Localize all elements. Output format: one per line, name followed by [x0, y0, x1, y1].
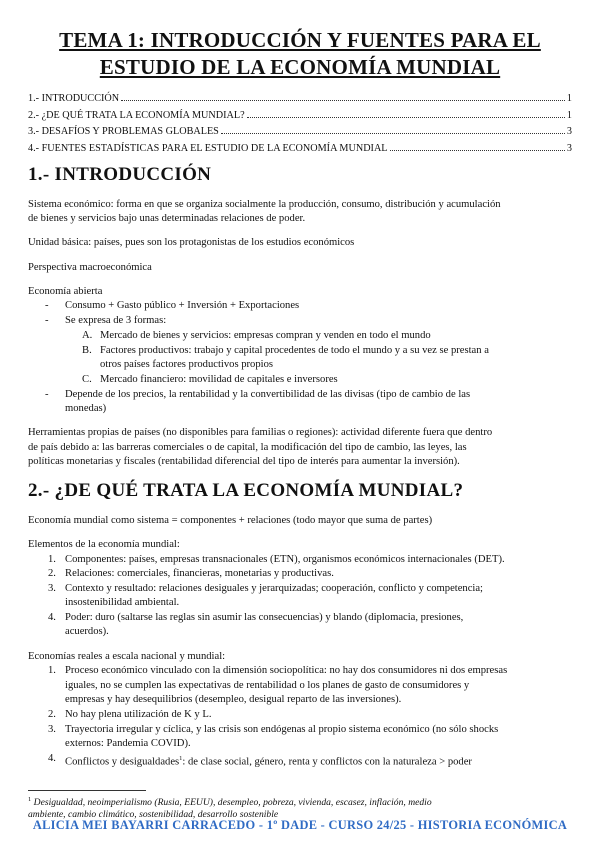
- list-marker: 3.: [48, 583, 56, 594]
- footnote-divider: [28, 790, 146, 791]
- title-line-2: ESTUDIO DE LA ECONOMÍA MUNDIAL: [99, 55, 501, 79]
- list-marker: 2.: [48, 568, 56, 579]
- paragraph: Economía abierta: [28, 286, 103, 297]
- toc-leader: [121, 99, 565, 101]
- list-item-text: Conflictos y desigualdades: [65, 756, 180, 768]
- list-item: acuerdos).: [65, 626, 109, 637]
- toc-leader: [221, 132, 565, 134]
- paragraph: Unidad básica: países, pues son los protagonistas de los estudios económicos: [28, 237, 355, 248]
- list-item: Mercado financiero: movilidad de capitales e inversores: [100, 374, 338, 385]
- bullet-dash: -: [45, 315, 49, 326]
- footnote-line: ambiente, cambio climático, sostenibilidad, desarrollo sostenible: [28, 809, 279, 821]
- list-marker: 1.: [48, 665, 56, 676]
- title-line-1: TEMA 1: INTRODUCCIÓN Y FUENTES PARA EL: [59, 28, 541, 52]
- list-item: empresas y hay desequilibrios (desempleo, desigual reparto de las inversiones).: [65, 694, 402, 705]
- table-of-contents: [28, 91, 572, 157]
- paragraph: Economías reales a escala nacional y mundial:: [28, 651, 226, 662]
- toc-label: 3.- DESAFÍOS Y PROBLEMAS GLOBALES: [28, 126, 219, 137]
- bullet-dash: -: [45, 300, 49, 311]
- list-marker: C.: [82, 374, 92, 385]
- list-item: otros países factores productivos propios: [100, 359, 273, 370]
- paragraph: Elementos de la economía mundial:: [28, 539, 180, 550]
- section-heading-introduccion: 1.- INTRODUCCIÓN: [28, 164, 212, 185]
- toc-label: 1.- INTRODUCCIÓN: [28, 93, 120, 104]
- paragraph-line: Herramientas propias de países (no disponibles para familias o regiones): actividad diferente fuera que dentro: [28, 427, 493, 438]
- list-item: Relaciones: comerciales, financieras, monetarias y productivas.: [65, 568, 334, 579]
- list-item: [65, 752, 472, 770]
- footnote-mark: 1: [28, 796, 32, 803]
- paragraph-line: políticas monetarias y fiscales (rentabilidad diferencial del tipo de interés para aumentar la inversión).: [28, 456, 460, 467]
- bullet-item: Consumo + Gasto público + Inversión + Exportaciones: [65, 300, 300, 311]
- section-heading-economia-mundial: 2.- ¿DE QUÉ TRATA LA ECONOMÍA MUNDIAL?: [28, 480, 464, 501]
- list-item: Mercado de bienes y servicios: empresas compran y venden en todo el mundo: [100, 330, 431, 341]
- toc-leader: [247, 116, 565, 118]
- toc-entry-4[interactable]: [28, 141, 572, 158]
- list-item: Contexto y resultado: relaciones desiguales y jerarquizadas; cooperación, conflicto y competencia;: [65, 583, 484, 594]
- paragraph: Economía mundial como sistema = componentes + relaciones (todo mayor que suma de partes): [28, 515, 433, 526]
- list-item: Componentes: países, empresas transnacionales (ETN), organismos económicos internacionales (DET).: [65, 554, 505, 565]
- toc-label: 4.- FUENTES ESTADÍSTICAS PARA EL ESTUDIO DE LA ECONOMÍA MUNDIAL: [28, 142, 388, 154]
- list-marker: A.: [82, 330, 93, 341]
- list-item: Trayectoria irregular y cíclica, y las crisis son endógenas al propio sistema económico (no sólo shocks: [65, 724, 499, 735]
- list-item: No hay plena utilización de K y L.: [65, 709, 212, 720]
- bullet-item: monedas): [65, 403, 107, 414]
- list-item: iguales, no se cumplen las expectativas de rentabilidad o los planes de gasto de consumidores y: [65, 680, 470, 691]
- paragraph: Perspectiva macroeconómica: [28, 262, 152, 273]
- bullet-item: Se expresa de 3 formas:: [65, 315, 167, 326]
- list-marker: 2.: [48, 709, 56, 720]
- list-item: externos: Pandemia COVID).: [65, 738, 191, 749]
- footnote-reference[interactable]: 1: [179, 755, 183, 762]
- list-item: Poder: duro (saltarse las reglas sin asumir las consecuencias) y blando (diplomacia, presiones,: [65, 612, 464, 623]
- list-item: Proceso económico vinculado con la dimensión sociopolítica: no hay dos consumidores ni dos empresas: [65, 665, 508, 676]
- bullet-dash: -: [45, 389, 49, 400]
- list-item: insostenibilidad ambiental.: [65, 597, 180, 608]
- toc-entry-3[interactable]: [28, 124, 572, 141]
- toc-label: 2.- ¿DE QUÉ TRATA LA ECONOMÍA MUNDIAL?: [28, 109, 245, 121]
- list-marker: 1.: [48, 554, 56, 565]
- toc-entry-2[interactable]: [28, 108, 572, 125]
- list-marker: B.: [82, 345, 92, 356]
- list-item: Factores productivos: trabajo y capital procedentes de todo el mundo y a su vez se prestan a: [100, 345, 489, 356]
- paragraph-line: Sistema económico: forma en que se organiza socialmente la producción, consumo, distribución y acumulación: [28, 199, 501, 210]
- page-footer: ALICIA MEI BAYARRI CARRACEDO - 1º DADE - CURSO 24/25 - HISTORIA ECONÓMICA: [32, 818, 568, 832]
- toc-page: 3: [566, 142, 572, 154]
- bullet-item: Depende de los precios, la rentabilidad y la convertibilidad de las divisas (tipo de cambio de las: [65, 389, 471, 400]
- list-marker: 4.: [48, 612, 56, 623]
- toc-page: 1: [566, 93, 572, 104]
- list-item-text: : de clase social, género, renta y conflictos con la naturaleza > poder: [182, 756, 472, 768]
- toc-entry-1[interactable]: [28, 91, 572, 108]
- footnote-line: [28, 794, 572, 809]
- footnote-text: Desigualdad, neoimperialismo (Rusia, EEUU), desempleo, pobreza, vivienda, escasez, inflación, medio: [33, 797, 432, 809]
- list-marker: 4.: [48, 753, 56, 764]
- toc-leader: [390, 149, 565, 151]
- document-title: [30, 27, 570, 81]
- paragraph-line: de país debido a: las barreras comerciales o de capital, la modificación del tipo de cambio, las leyes, las: [28, 442, 467, 453]
- list-marker: 3.: [48, 724, 56, 735]
- toc-page: 3: [566, 126, 572, 137]
- toc-page: 1: [566, 109, 572, 121]
- paragraph-line: de bienes y servicios bajo unas determinadas relaciones de poder.: [28, 213, 306, 224]
